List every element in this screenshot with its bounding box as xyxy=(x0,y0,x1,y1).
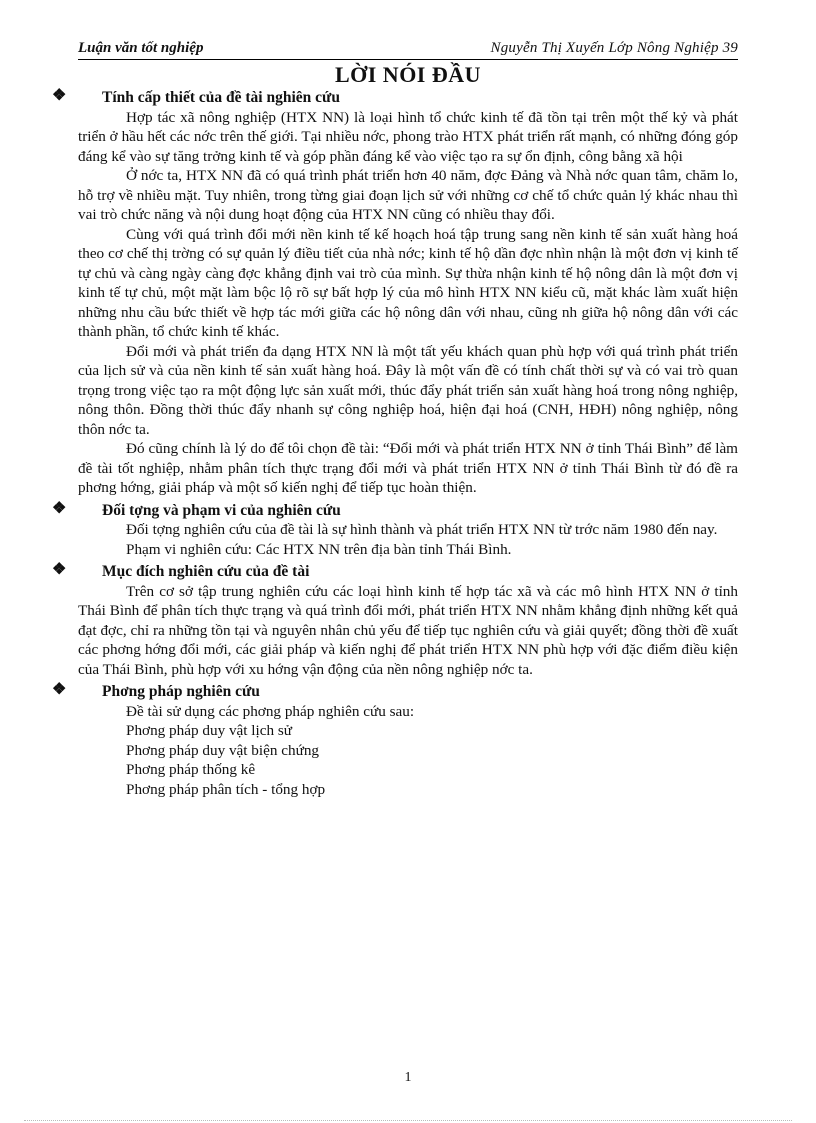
paragraph: Trên cơ sở tập trung nghiên cứu các loại hình kinh tế hợp tác xã và các mô hình HTX NN ở tỉnh Thái Bình để phân tích thực trạng và quá trình đổi mới, phát triển HTX NN nhằm khẳng định những kết quả đạt đợc, chỉ ra những tồn tại và nguyên nhân chủ yếu để tiếp tục nghiên cứu và giải quyết; đồng thời đề xuất các phơng hớng đổi mới, các giải pháp và kiến nghị để phát triển HTX NN phù hợp với đặc điểm điều kiện của Thái Bình, phù hợp với xu hớng vận động của nền nông nghiệp nớc ta. xyxy=(78,582,738,678)
paragraph: Hợp tác xã nông nghiệp (HTX NN) là loại hình tổ chức kinh tế đã tồn tại trên một thế kỷ và phát triển ở hầu hết các nớc trên thế giới. Tại nhiều nớc, phong trào HTX phát triển rất mạnh, có những đóng góp đáng kể vào sự tăng trởng kinh tế và góp phần đáng kể vào việc tạo ra sự ổn định, công bằng xã hội xyxy=(78,108,738,165)
section-heading-text: Mục đích nghiên cứu của đề tài xyxy=(102,563,310,580)
section-heading-text: Tính cấp thiết của đề tài nghiên cứu xyxy=(102,89,340,106)
list-item: Phơng pháp duy vật lịch sử xyxy=(126,722,293,739)
list-item: Phơng pháp duy vật biện chứng xyxy=(126,741,320,759)
diamond-bullet-icon: ❖ xyxy=(52,87,67,104)
list-item: Phơng pháp phân tích - tổng hợp xyxy=(126,780,326,798)
diamond-bullet-icon: ❖ xyxy=(52,681,67,698)
section-heading-text: Phơng pháp nghiên cứu xyxy=(102,683,260,700)
page-title: LỜI NÓI ĐẦU xyxy=(334,62,482,87)
header-thesis-label: Luận văn tốt nghiệp xyxy=(78,40,204,56)
header-divider xyxy=(78,59,738,60)
diamond-bullet-icon: ❖ xyxy=(52,499,67,517)
document-body xyxy=(52,87,738,799)
page-bottom-border xyxy=(24,1120,792,1121)
section-heading-subject-scope xyxy=(52,499,738,521)
page-header xyxy=(78,40,738,60)
diamond-bullet-icon: ❖ xyxy=(52,561,67,578)
page-number: 1 xyxy=(404,1070,412,1085)
header-author-class: Nguyễn Thị Xuyến Lớp Nông Nghiệp 39 xyxy=(490,40,738,56)
paragraph: Cùng với quá trình đổi mới nền kinh tế kế hoạch hoá tập trung sang nền kinh tế sản xuất hàng hoá theo cơ chế thị trờng có sự quản lý điều tiết của nhà nớc; kinh tế hộ dần đợc nhìn nhận là một đơn vị kinh tế tự chủ và càng ngày càng đợc khẳng định vai trò của mình. Sự thừa nhận kinh tế hộ nông dân là một đơn vị kinh tế tự chủ, một mặt làm bộc lộ rõ sự bất hợp lý của mô hình HTX NN kiểu cũ, mặt khác làm xuất hiện những nhu cầu bức thiết về hợp tác mới giữa các hộ nông dân với nhau, cũng nh giữa hộ nông dân với các thành phần, tổ chức kinh tế khác. xyxy=(78,225,738,340)
section-heading-text: Đối tợng và phạm vi của nghiên cứu xyxy=(102,501,341,519)
section-heading-methods xyxy=(52,681,738,702)
paragraph: Ở nớc ta, HTX NN đã có quá trình phát triển hơn 40 năm, đợc Đảng và Nhà nớc quan tâm, chăm lo, hỗ trợ về nhiều mặt. Tuy nhiên, trong từng giai đoạn lịch sử với những cơ chế tổ chức quản lý khác nhau thì vai trò chức năng và nội dung hoạt động của HTX NN cũng có nhiều thay đổi. xyxy=(78,167,738,223)
section-heading-urgency xyxy=(52,87,738,108)
paragraph: Đổi mới và phát triển đa dạng HTX NN là một tất yếu khách quan phù hợp với quá trình phát triển của lịch sử và của nền kinh tế sản xuất hàng hoá. Đây là một vấn đề có tính chất thời sự và có vai trò quan trọng trong việc tạo ra một động lực sản xuất mới, thúc đẩy phát triển sản xuất hàng hoá trong nông nghiệp, nông thôn. Đồng thời thúc đẩy nhanh sự công nghiệp hoá, hiện đại hoá (CNH, HĐH) nông nghiệp, nông thôn nớc ta. xyxy=(78,342,738,438)
list-item: Phơng pháp thống kê xyxy=(126,761,256,778)
paragraph: Phạm vi nghiên cứu: Các HTX NN trên địa bàn tỉnh Thái Bình. xyxy=(126,540,512,558)
paragraph: Đối tợng nghiên cứu của đề tài là sự hình thành và phát triển HTX NN từ trớc năm 1980 đến nay. xyxy=(126,521,718,538)
methods-intro: Đề tài sử dụng các phơng pháp nghiên cứu sau: xyxy=(126,702,415,720)
paragraph: Đó cũng chính là lý do để tôi chọn đề tài: “Đổi mới và phát triển HTX NN ở tỉnh Thái Bình” để làm đề tài tốt nghiệp, nhằm phân tích thực trạng đổi mới và phát triển HTX NN ở tỉnh Thái Bình từ đó đề ra phơng hớng, giải pháp và một số kiến nghị để tiếp tục hoàn thiện. xyxy=(78,440,738,496)
section-heading-purpose xyxy=(52,561,738,582)
